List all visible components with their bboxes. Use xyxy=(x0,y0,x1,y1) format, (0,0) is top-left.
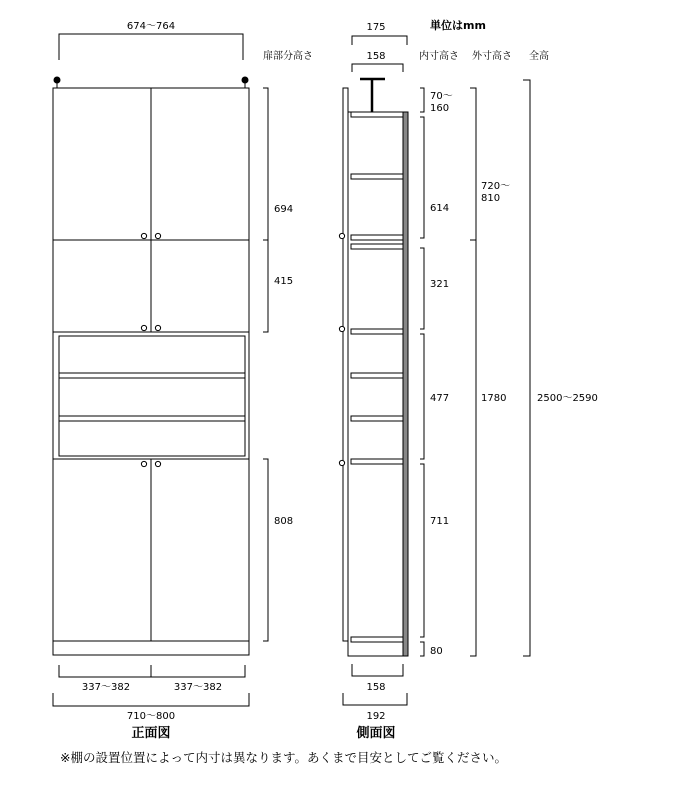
total-width-dimension-line xyxy=(53,693,249,706)
total-height-value: 2500～2590 xyxy=(537,393,598,404)
inner-height-bracket-5 xyxy=(420,464,424,637)
side-view-title: 側面図 xyxy=(356,726,396,741)
outer-height-bracket-upper xyxy=(470,88,476,240)
open-section-shelf-2 xyxy=(59,416,245,421)
inner-height-bracket-1 xyxy=(420,88,424,112)
total-height-bracket xyxy=(523,80,530,656)
side-shelf xyxy=(351,416,403,421)
inner-height-value: 70～ 160 xyxy=(430,91,453,114)
door-knob-icon xyxy=(141,461,146,466)
right-ceiling-post-cap xyxy=(242,77,248,83)
door-width-left-label: 337～382 xyxy=(81,682,131,693)
side-shelf xyxy=(351,637,403,642)
side-door-panel xyxy=(343,88,348,641)
door-height-bracket-upper xyxy=(263,88,268,240)
open-section-shelf-1 xyxy=(59,373,245,378)
inner-height-value: 711 xyxy=(430,516,450,527)
outer-height-value: 1780 xyxy=(481,393,507,404)
outer-height-bracket-lower xyxy=(470,240,476,656)
total-width-label: 710～800 xyxy=(126,711,176,722)
side-inner-depth-top-label: 158 xyxy=(366,51,386,62)
door-height-bracket-lower xyxy=(263,459,268,641)
door-height-value: 415 xyxy=(274,276,294,287)
inner-height-bracket-4 xyxy=(420,334,424,459)
front-top-width-dimension-line xyxy=(59,34,243,60)
side-total-depth-line xyxy=(343,693,407,705)
side-inner-depth-dimension-line xyxy=(352,64,403,72)
door-knob-icon xyxy=(155,325,160,330)
side-shelf xyxy=(351,235,403,240)
door-knob-icon xyxy=(141,325,146,330)
side-back-panel xyxy=(403,112,408,656)
side-total-depth-label: 192 xyxy=(366,711,386,722)
inner-height-bracket-2 xyxy=(420,117,424,238)
door-width-right-label: 337～382 xyxy=(173,682,223,693)
side-shelf xyxy=(351,112,403,117)
outer-height-value: 720～ 810 xyxy=(481,181,511,204)
side-shelf xyxy=(351,373,403,378)
front-top-width-label: 674～764 xyxy=(126,21,176,32)
front-view xyxy=(53,34,268,706)
inner-height-header: 内寸高さ xyxy=(419,51,459,62)
side-top-depth-dimension-line xyxy=(352,36,407,45)
left-ceiling-post-cap xyxy=(54,77,60,83)
side-shelf xyxy=(351,244,403,249)
side-cabinet-body xyxy=(348,112,403,656)
door-height-value: 694 xyxy=(274,204,294,215)
door-knob-icon xyxy=(339,326,344,331)
door-height-bracket-middle xyxy=(263,240,268,332)
side-shelf xyxy=(351,329,403,334)
door-knob-icon xyxy=(339,460,344,465)
side-inner-depth-bottom-label: 158 xyxy=(366,682,386,693)
side-view xyxy=(339,36,530,705)
side-shelf xyxy=(351,459,403,464)
inner-height-value: 321 xyxy=(430,279,450,290)
outer-height-header: 外寸高さ xyxy=(472,51,512,62)
door-knob-icon xyxy=(155,461,160,466)
inner-height-value: 477 xyxy=(430,393,450,404)
total-height-header: 全高 xyxy=(529,51,549,62)
door-width-dimension-line xyxy=(59,665,245,677)
side-top-depth-label: 175 xyxy=(366,22,386,33)
side-bottom-inner-depth-line xyxy=(352,664,403,676)
door-height-value: 808 xyxy=(274,516,294,527)
door-knob-icon xyxy=(141,233,146,238)
door-height-header: 扉部分高さ xyxy=(263,51,313,62)
door-knob-icon xyxy=(339,233,344,238)
inner-height-value: 614 xyxy=(430,203,450,214)
inner-height-value: 80 xyxy=(430,646,443,657)
labels xyxy=(82,18,598,741)
disclaimer-note: ※棚の設置位置によって内寸は異なります。あくまで目安としてご覧ください。 xyxy=(60,750,507,765)
open-section-frame xyxy=(59,336,245,456)
side-shelf xyxy=(351,174,403,179)
front-view-title: 正面図 xyxy=(131,726,171,741)
inner-height-bracket-3 xyxy=(420,248,424,329)
inner-height-bracket-6 xyxy=(420,642,424,656)
unit-label: 単位はmm xyxy=(430,19,486,32)
door-knob-icon xyxy=(155,233,160,238)
